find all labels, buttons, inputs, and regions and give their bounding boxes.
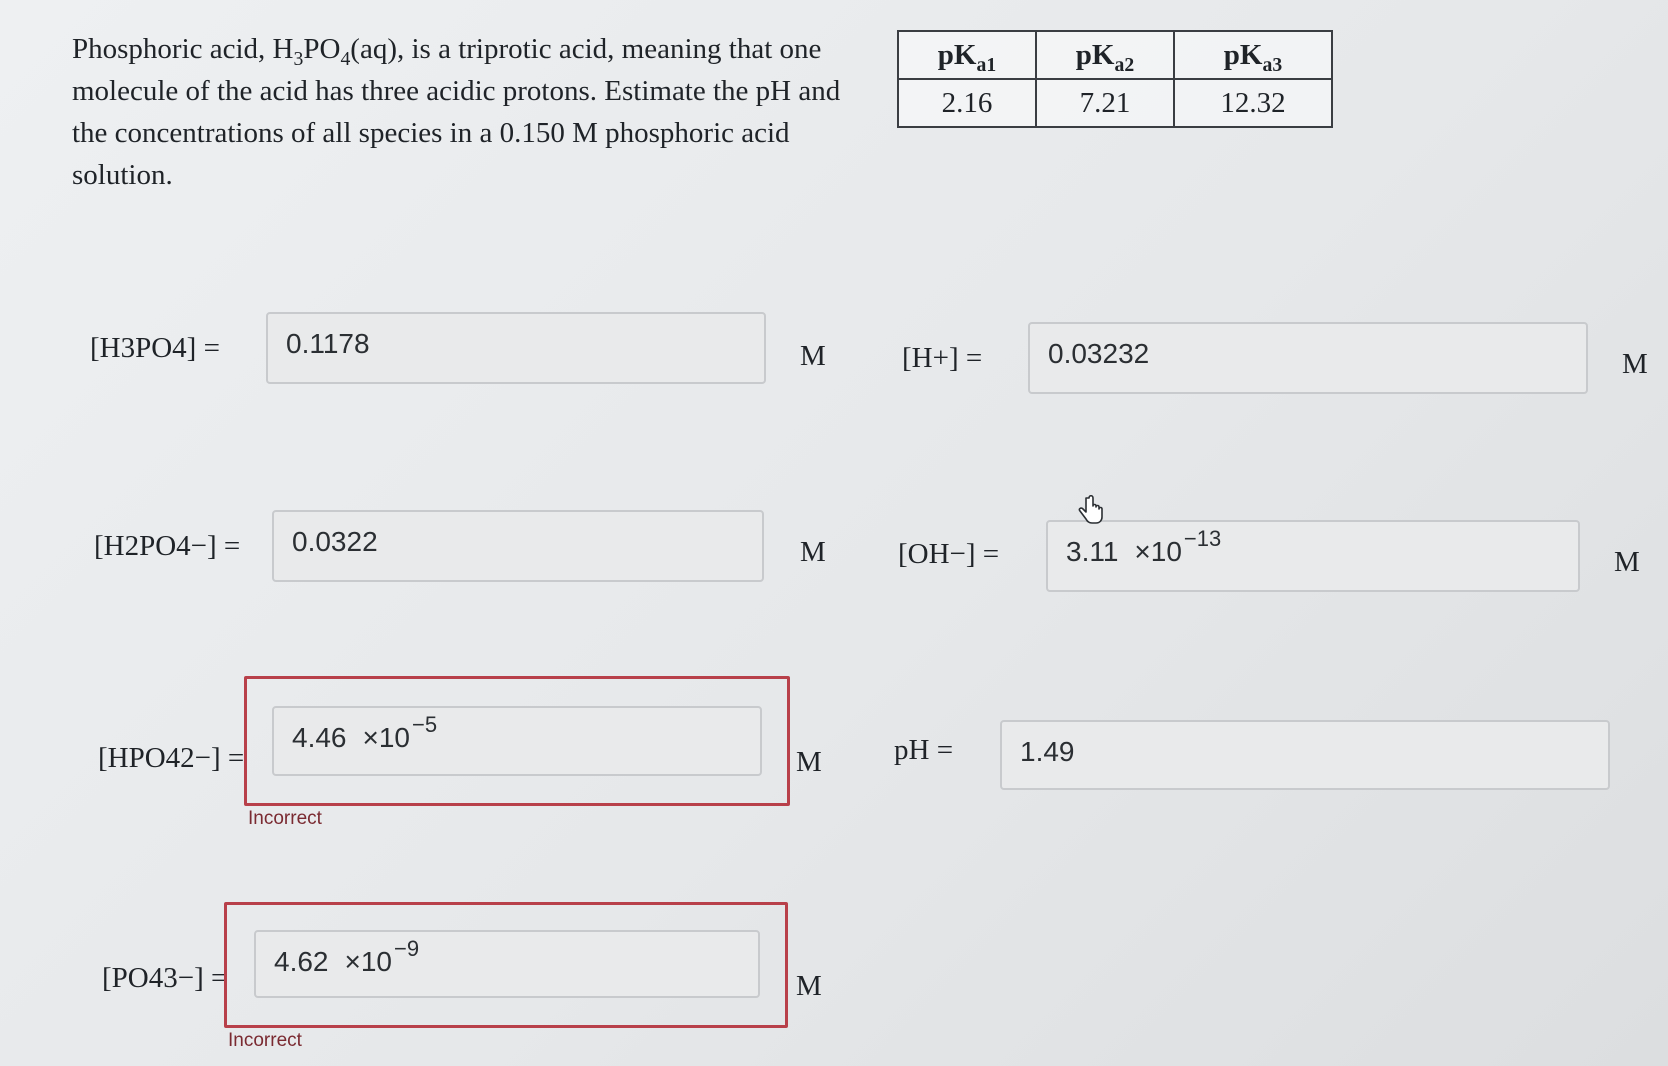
question-text: Phosphoric acid, $H_3PO_4(aq)$, is a triprotic acid, meaning that one molecule of the acid has three acidic protons. Estimate the pH and the concentrations of all species in a 0.150 M phosphoric acid solution. xyxy=(72,33,841,191)
hpo4-input[interactable] xyxy=(272,706,762,776)
pka1-header: $pK_{a1}$ xyxy=(898,31,1036,79)
h-value: 0.03232 xyxy=(1048,338,1150,369)
oh-times: ×10 xyxy=(1134,536,1182,567)
h2po4-unit: M xyxy=(800,536,826,568)
pka-value-row xyxy=(898,79,1332,127)
po4-exponent: −9 xyxy=(394,936,420,961)
po4-incorrect-status: Incorrect xyxy=(228,1030,302,1051)
po4-times: ×10 xyxy=(344,946,392,977)
hpo4-mantissa: 4.46 xyxy=(292,722,347,753)
hand-pointer-icon xyxy=(1077,495,1105,527)
h3po4-input[interactable] xyxy=(266,312,766,384)
pka-table xyxy=(897,30,1333,128)
hpo4-label: [HPO42−] = xyxy=(98,742,245,774)
h2po4-label: [H2PO4−] = xyxy=(94,530,241,562)
pka3-value: 12.32 xyxy=(1174,79,1332,127)
pka-header-row xyxy=(898,31,1332,79)
hpo4-times: ×10 xyxy=(362,722,410,753)
po4-input[interactable] xyxy=(254,930,760,998)
po4-unit: M xyxy=(796,970,822,1002)
oh-label: [OH−] = xyxy=(898,538,1000,570)
h-label: [H+] = xyxy=(902,342,983,374)
h2po4-input[interactable] xyxy=(272,510,764,582)
h2po4-value: 0.0322 xyxy=(292,526,378,557)
h-input[interactable] xyxy=(1028,322,1588,394)
h3po4-label-text: [H3PO4] = xyxy=(90,332,220,364)
po4-mantissa: 4.62 xyxy=(274,946,329,977)
oh-mantissa: 3.11 xyxy=(1066,536,1119,567)
oh-exponent: −13 xyxy=(1183,526,1222,551)
h3po4-label xyxy=(90,332,220,365)
pka2-header: $pK_{a2}$ xyxy=(1036,31,1174,79)
po4-label: [PO43−] = xyxy=(102,962,228,994)
hpo4-unit: M xyxy=(796,746,822,778)
h-unit: M xyxy=(1622,348,1648,380)
pka3-header: $pK_{a3}$ xyxy=(1174,31,1332,79)
oh-unit: M xyxy=(1614,546,1640,578)
ph-input[interactable] xyxy=(1000,720,1610,790)
oh-input[interactable] xyxy=(1046,520,1580,592)
ph-label: pH = xyxy=(894,734,954,766)
pka1-value: 2.16 xyxy=(898,79,1036,127)
h3po4-value: 0.1178 xyxy=(286,328,370,359)
h3po4-unit: M xyxy=(800,340,826,372)
ph-value: 1.49 xyxy=(1020,736,1075,767)
hpo4-exponent: −5 xyxy=(412,712,438,737)
hpo4-incorrect-status: Incorrect xyxy=(248,808,322,829)
pka2-value: 7.21 xyxy=(1036,79,1174,127)
